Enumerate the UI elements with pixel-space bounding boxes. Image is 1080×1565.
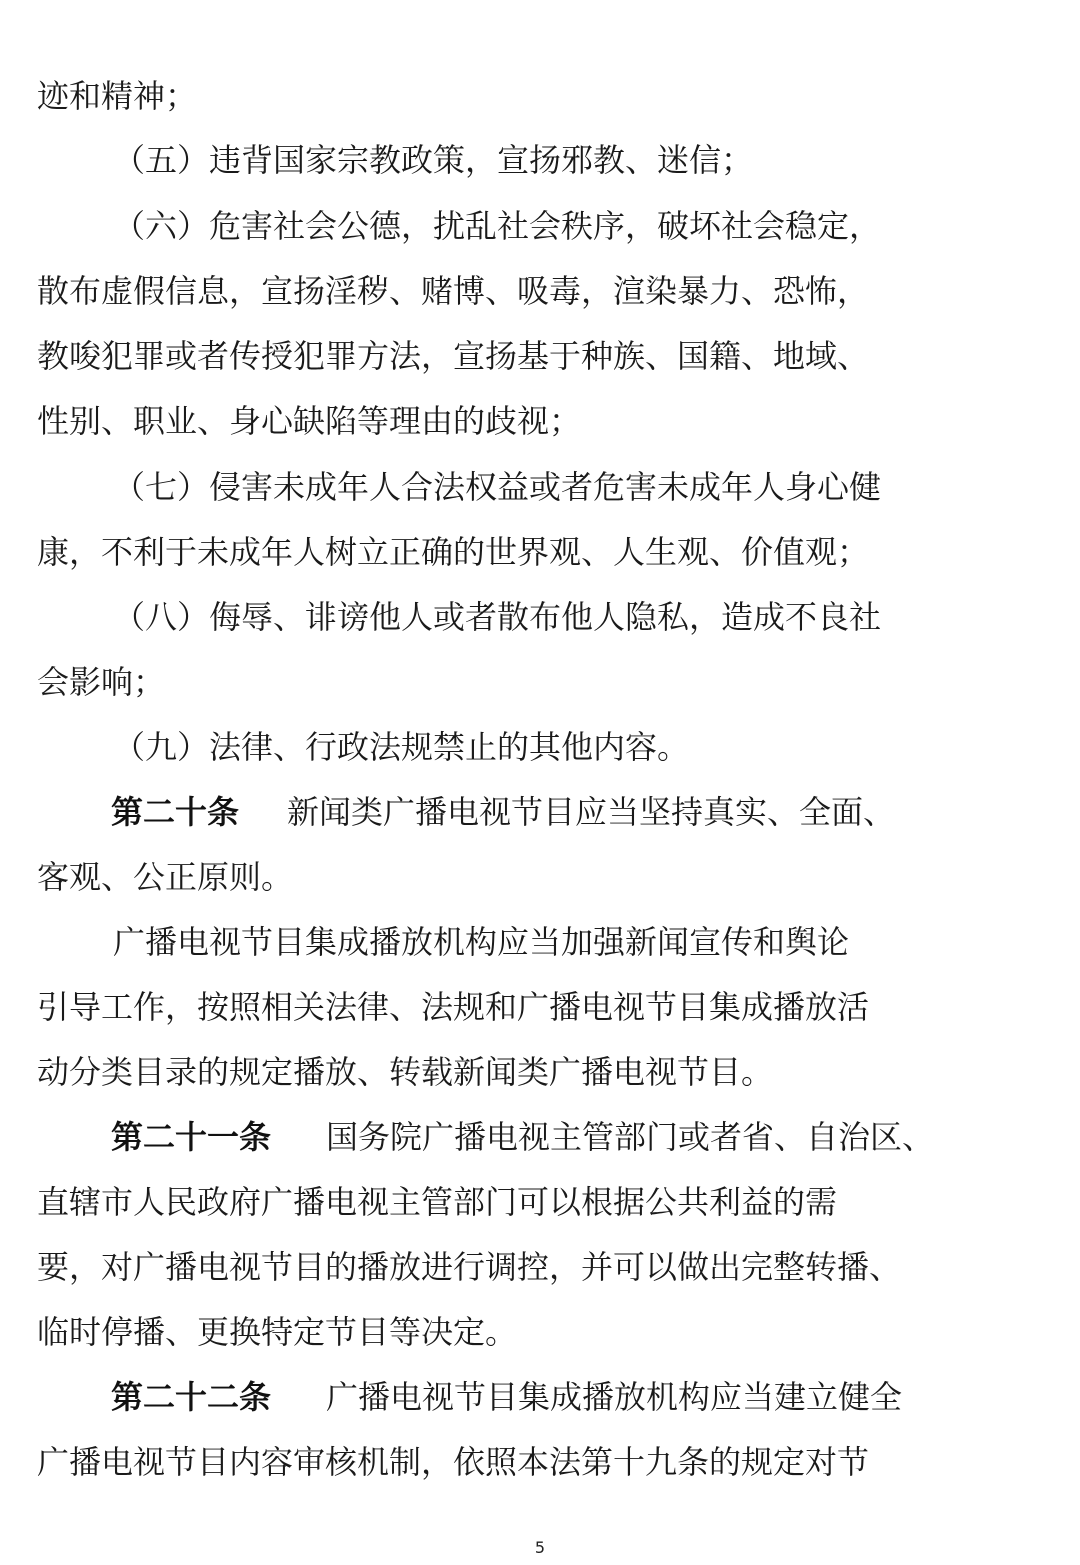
line-text: 广播电视节目集成播放机构应当加强新闻宣传和舆论: [113, 923, 850, 961]
text-line: [0, 263, 1080, 319]
text-line: [0, 1239, 1080, 1295]
article-22-line: [0, 1369, 1080, 1425]
line-text: 迹和精神；: [37, 77, 198, 115]
text-line: [0, 979, 1080, 1035]
page-number: 5: [534, 1538, 546, 1557]
line-text: （五）违背国家宗教政策，宣扬邪教、迷信；: [113, 141, 754, 179]
text-line: [0, 393, 1080, 449]
text-line: [0, 524, 1080, 580]
text-line: [0, 849, 1080, 905]
line-text: 广播电视节目集成播放机构应当建立健全: [326, 1378, 903, 1416]
text-line: [0, 1304, 1080, 1360]
line-text: 性别、职业、身心缺陷等理由的歧视；: [37, 402, 582, 440]
line-text: 散布虚假信息，宣扬淫秽、赌博、吸毒，渲染暴力、恐怖，: [37, 272, 870, 310]
text-line: [0, 328, 1080, 384]
list-item-9: [0, 719, 1080, 775]
article-21-line: [0, 1109, 1080, 1165]
line-text: 会影响；: [37, 663, 166, 701]
text-line: [0, 68, 1080, 124]
list-item-6: [0, 198, 1080, 254]
text-line: [0, 1434, 1080, 1490]
line-text: 要，对广播电视节目的播放进行调控，并可以做出完整转播、: [37, 1248, 902, 1286]
line-text: 广播电视节目内容审核机制，依照本法第十九条的规定对节: [37, 1443, 870, 1481]
text-line: [0, 1044, 1080, 1100]
article-22-title: 第二十二条: [111, 1378, 272, 1416]
line-text: 引导工作，按照相关法律、法规和广播电视节目集成播放活: [37, 988, 870, 1026]
line-text: 国务院广播电视主管部门或者省、自治区、: [326, 1118, 935, 1156]
line-text: 康，不利于未成年人树立正确的世界观、人生观、价值观；: [37, 533, 870, 571]
list-item-8: [0, 589, 1080, 645]
article-20-line: [0, 784, 1080, 840]
line-text: （九）法律、行政法规禁止的其他内容。: [113, 728, 690, 766]
line-text: （六）危害社会公德，扰乱社会秩序，破坏社会稳定，: [113, 207, 882, 245]
text-line: [0, 914, 1080, 970]
line-text: 临时停播、更换特定节目等决定。: [37, 1313, 518, 1351]
list-item-5: [0, 132, 1080, 188]
line-text: （七）侵害未成年人合法权益或者危害未成年人身心健: [113, 468, 882, 506]
text-line: [0, 654, 1080, 710]
text-line: [0, 1174, 1080, 1230]
line-text: 新闻类广播电视节目应当坚持真实、全面、: [287, 793, 896, 831]
list-item-7: [0, 459, 1080, 515]
line-text: 直辖市人民政府广播电视主管部门可以根据公共利益的需: [37, 1183, 838, 1221]
article-21-title: 第二十一条: [111, 1118, 272, 1156]
line-text: 教唆犯罪或者传授犯罪方法，宣扬基于种族、国籍、地域、: [37, 337, 870, 375]
line-text: （八）侮辱、诽谤他人或者散布他人隐私，造成不良社: [113, 598, 882, 636]
line-text: 动分类目录的规定播放、转载新闻类广播电视节目。: [37, 1053, 774, 1091]
article-20-title: 第二十条: [111, 793, 240, 831]
line-text: 客观、公正原则。: [37, 858, 294, 896]
